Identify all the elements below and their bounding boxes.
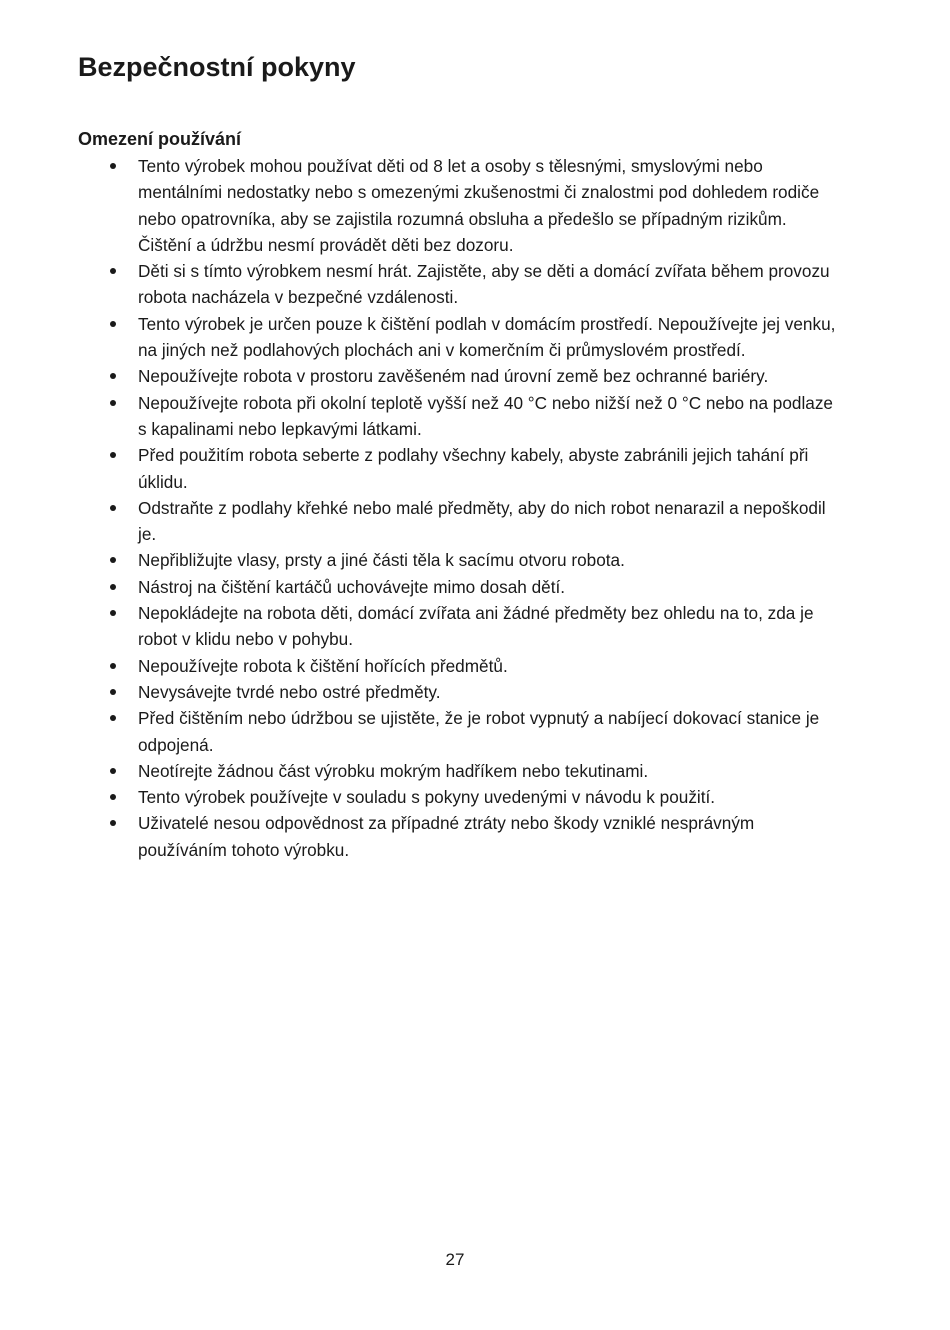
- bullet-icon: [110, 373, 116, 379]
- list-item-text: Odstraňte z podlahy křehké nebo malé předměty, aby do nich robot nenarazil a nepoškodil je.: [138, 497, 826, 545]
- bullet-icon: [110, 163, 116, 169]
- bullet-icon: [110, 268, 116, 274]
- list-item-text: Tento výrobek mohou používat děti od 8 let a osoby s tělesnými, smyslovými nebo mentálními nedostatky nebo s omezenými zkušenostmi či znalostmi pod dohledem rodiče nebo opatrovníka, aby se zajistila rozumná obsluha a předešlo se případným rizikům. Čištění a údržbu nesmí provádět děti bez dozoru.: [138, 156, 820, 255]
- list-item-text: Nepokládejte na robota děti, domácí zvířata ani žádné předměty bez ohledu na to, zda je robot v klidu nebo v pohybu.: [138, 603, 814, 650]
- page-number: 27: [445, 1250, 465, 1269]
- list-item: [78, 442, 838, 495]
- bullet-icon: [110, 505, 116, 511]
- list-item-text: Uživatelé nesou odpovědnost za případné ztráty nebo škody vzniklé nesprávným používáním tohoto výrobku.: [138, 813, 755, 860]
- list-item: [78, 679, 838, 705]
- bullet-icon: [110, 557, 116, 563]
- page-title: Bezpečnostní pokyny: [78, 52, 356, 82]
- list-item-text: Neotírejte žádnou část výrobku mokrým hadříkem nebo tekutinami.: [138, 760, 649, 781]
- list-item: [78, 258, 838, 311]
- bullet-icon: [110, 321, 116, 327]
- list-item-text: Nevysávejte tvrdé nebo ostré předměty.: [138, 681, 441, 702]
- bullet-icon: [110, 452, 116, 458]
- list-item: [78, 547, 838, 573]
- bullet-icon: [110, 768, 116, 774]
- list-item: [78, 600, 838, 653]
- section-heading: Omezení používání: [78, 129, 242, 149]
- list-item: [78, 758, 838, 784]
- list-item-text: Nepřibližujte vlasy, prsty a jiné části těla k sacímu otvoru robota.: [138, 550, 625, 571]
- bullet-icon: [110, 820, 116, 826]
- bullet-icon: [110, 584, 116, 590]
- list-item: [78, 784, 838, 810]
- list-item: [78, 574, 838, 600]
- list-item-text: Děti si s tímto výrobkem nesmí hrát. Zajistěte, aby se děti a domácí zvířata během provozu robota nacházela v bezpečné vzdálenosti.: [138, 261, 830, 308]
- list-item: [78, 390, 838, 443]
- bullet-icon: [110, 689, 116, 695]
- list-item: [78, 495, 838, 548]
- list-item: [78, 705, 838, 758]
- list-item-text: Nepoužívejte robota v prostoru zavěšeném nad úrovní země bez ochranné bariéry.: [138, 366, 769, 387]
- list-item-text: Nástroj na čištění kartáčů uchovávejte mimo dosah dětí.: [138, 576, 566, 597]
- list-item-text: Před čištěním nebo údržbou se ujistěte, že je robot vypnutý a nabíjecí dokovací stanice je odpojená.: [138, 708, 820, 755]
- bullet-list: [78, 153, 838, 863]
- list-item-text: Tento výrobek používejte v souladu s pokyny uvedenými v návodu k použití.: [138, 787, 716, 808]
- list-item: [78, 311, 838, 364]
- list-item: [78, 810, 838, 863]
- list-item: [78, 363, 838, 389]
- list-item: [78, 153, 838, 258]
- bullet-icon: [110, 715, 116, 721]
- list-item-text: Nepoužívejte robota při okolní teplotě vyšší než 40 °C nebo nižší než 0 °C nebo na podlaze s kapalinami nebo lepkavými látkami.: [138, 392, 833, 439]
- bullet-icon: [110, 663, 116, 669]
- list-item-text: Tento výrobek je určen pouze k čištění podlah v domácím prostředí. Nepoužívejte jej venku, na jiných než podlahových plochách ani v komerčním či průmyslovém prostředí.: [138, 313, 836, 361]
- bullet-icon: [110, 610, 116, 616]
- list-item-text: Před použitím robota seberte z podlahy všechny kabely, abyste zabránili jejich tahání při úklidu.: [138, 445, 809, 492]
- list-item-text: Nepoužívejte robota k čištění hořících předmětů.: [138, 655, 508, 676]
- bullet-icon: [110, 400, 116, 406]
- list-item: [78, 653, 838, 679]
- bullet-icon: [110, 794, 116, 800]
